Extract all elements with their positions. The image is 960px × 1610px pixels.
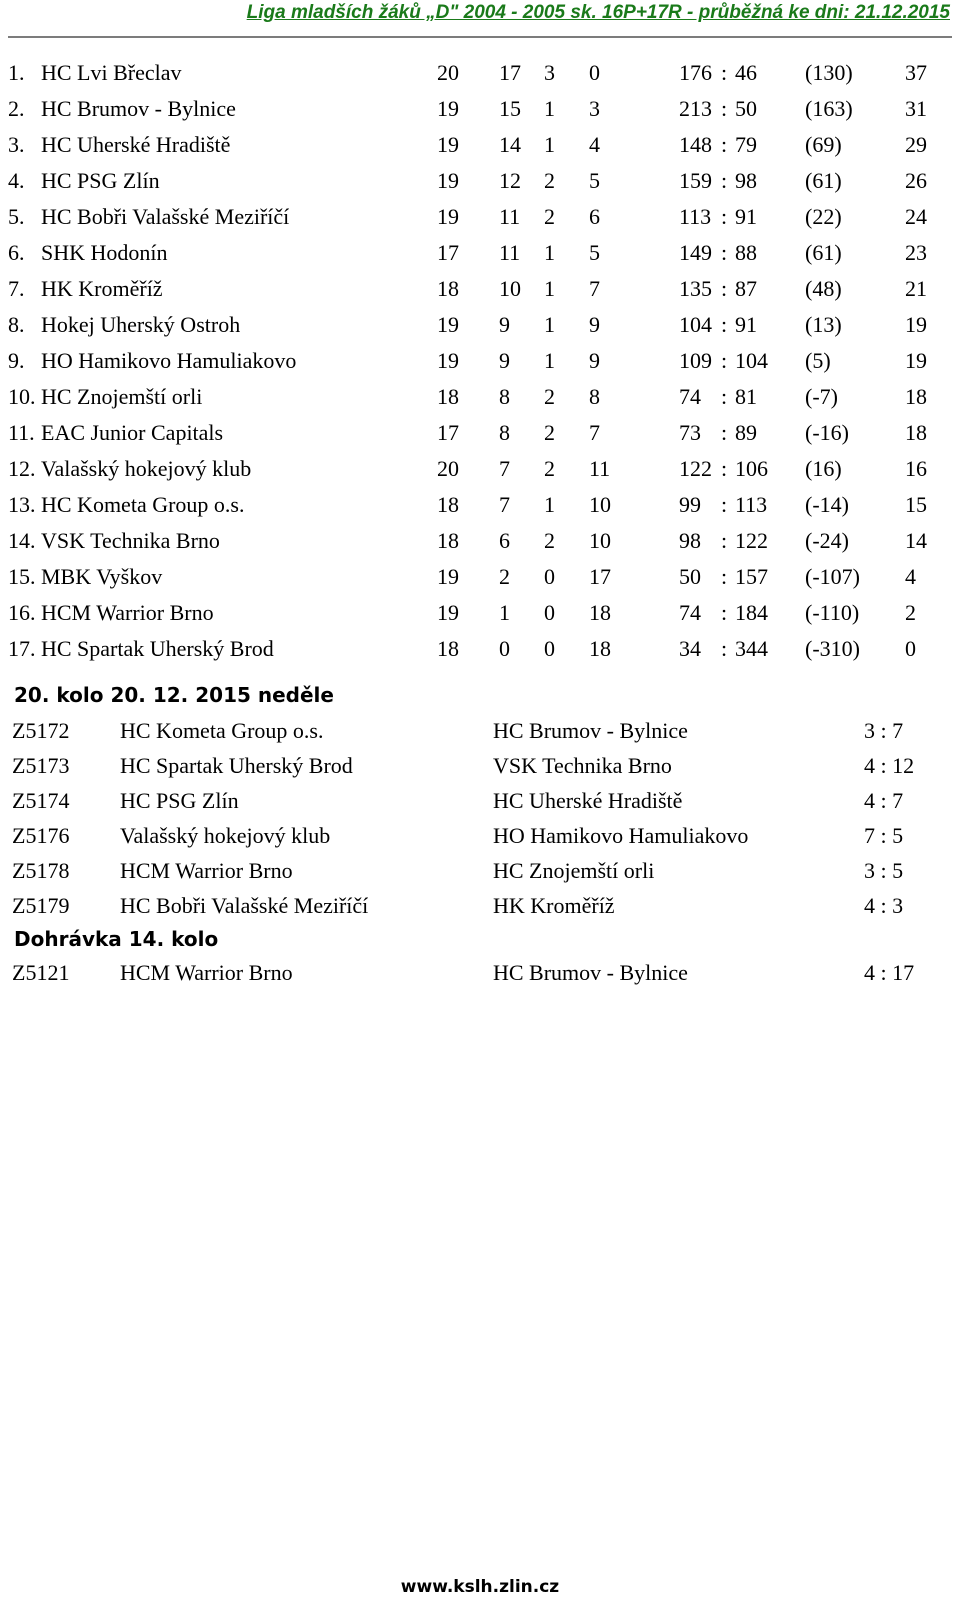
losses-cell: 18 [589,600,611,625]
score-separator: : [721,168,728,193]
losses-cell: 5 [589,240,600,265]
goal-difference-cell: (-24) [805,528,849,553]
match-code: Z5176 [12,823,70,848]
score-separator: : [721,564,728,589]
goals-against-cell: 106 [735,456,768,481]
draws-cell: 2 [544,456,555,481]
games-played-cell: 19 [437,168,459,193]
points-cell: 37 [905,60,927,85]
goals-against-cell: 122 [735,528,768,553]
games-played-cell: 18 [437,636,459,661]
draws-cell: 1 [544,492,555,517]
draws-cell: 1 [544,348,555,373]
goal-difference-cell: (-14) [805,492,849,517]
table-row [0,452,960,488]
wins-cell: 7 [499,456,510,481]
wins-cell: 2 [499,564,510,589]
draws-cell: 2 [544,168,555,193]
wins-cell: 14 [499,132,521,157]
score-separator: : [721,204,728,229]
table-row [0,308,960,344]
goals-against-cell: 344 [735,636,768,661]
goal-difference-cell: (-7) [805,384,838,409]
team-cell: SHK Hodonín [41,240,168,265]
goals-for-cell: 99 [679,492,701,517]
score-separator: : [721,456,728,481]
match-code: Z5179 [12,893,70,918]
losses-cell: 3 [589,96,600,121]
goals-for-cell: 135 [679,276,712,301]
points-cell: 18 [905,420,927,445]
team-cell: HC Lvi Břeclav [41,60,182,85]
wins-cell: 17 [499,60,521,85]
rank-cell: 4. [8,168,25,193]
points-cell: 0 [905,636,916,661]
wins-cell: 6 [499,528,510,553]
away-team: HC Uherské Hradiště [493,788,683,813]
score-separator: : [721,348,728,373]
goal-difference-cell: (5) [805,348,831,373]
home-team: Valašský hokejový klub [120,823,331,848]
team-cell: HC Znojemští orli [41,384,203,409]
goals-against-cell: 89 [735,420,757,445]
team-cell: Valašský hokejový klub [41,456,252,481]
team-cell: HC Bobři Valašské Meziříčí [41,204,290,229]
points-cell: 19 [905,348,927,373]
score-separator: : [721,420,728,445]
games-played-cell: 17 [437,240,459,265]
goals-against-cell: 157 [735,564,768,589]
points-cell: 16 [905,456,927,481]
team-cell: EAC Junior Capitals [41,420,224,445]
draws-cell: 0 [544,636,555,661]
away-team: HK Kroměříž [493,893,615,918]
match-row [0,858,960,892]
home-team: HC Spartak Uherský Brod [120,753,353,778]
goal-difference-cell: (-107) [805,564,860,589]
points-cell: 2 [905,600,916,625]
match-score: 7 : 5 [864,823,904,848]
wins-cell: 12 [499,168,521,193]
team-cell: HC Spartak Uherský Brod [41,636,274,661]
rank-cell: 15. [8,564,36,589]
rank-cell: 1. [8,60,25,85]
draws-cell: 1 [544,96,555,121]
team-cell: HC Uherské Hradiště [41,132,231,157]
goals-for-cell: 176 [679,60,712,85]
goals-for-cell: 104 [679,312,712,337]
draws-cell: 1 [544,276,555,301]
points-cell: 19 [905,312,927,337]
wins-cell: 8 [499,384,510,409]
score-separator: : [721,492,728,517]
games-played-cell: 19 [437,564,459,589]
points-cell: 29 [905,132,927,157]
draws-cell: 0 [544,564,555,589]
losses-cell: 17 [589,564,611,589]
rank-cell: 3. [8,132,25,157]
match-row [0,718,960,752]
games-played-cell: 18 [437,528,459,553]
games-played-cell: 17 [437,420,459,445]
team-cell: VSK Technika Brno [41,528,220,553]
games-played-cell: 18 [437,276,459,301]
goals-for-cell: 148 [679,132,712,157]
rank-cell: 12. [8,456,36,481]
goal-difference-cell: (130) [805,60,853,85]
goal-difference-cell: (163) [805,96,853,121]
goals-against-cell: 87 [735,276,757,301]
table-row [0,56,960,92]
draws-cell: 1 [544,312,555,337]
draws-cell: 1 [544,240,555,265]
score-separator: : [721,384,728,409]
goals-for-cell: 74 [679,600,701,625]
match-row [0,788,960,822]
away-team: HC Znojemští orli [493,858,655,883]
team-cell: HCM Warrior Brno [41,600,214,625]
wins-cell: 9 [499,312,510,337]
goals-for-cell: 74 [679,384,701,409]
wins-cell: 1 [499,600,510,625]
table-row [0,92,960,128]
points-cell: 4 [905,564,916,589]
points-cell: 21 [905,276,927,301]
match-code: Z5173 [12,753,70,778]
makeup-round-heading: Dohrávka 14. kolo [14,927,219,951]
score-separator: : [721,636,728,661]
points-cell: 31 [905,96,927,121]
losses-cell: 10 [589,528,611,553]
rank-cell: 7. [8,276,25,301]
losses-cell: 11 [589,456,611,481]
score-separator: : [721,276,728,301]
rank-cell: 6. [8,240,25,265]
games-played-cell: 19 [437,96,459,121]
goals-against-cell: 79 [735,132,757,157]
wins-cell: 0 [499,636,510,661]
wins-cell: 15 [499,96,521,121]
losses-cell: 6 [589,204,600,229]
goals-for-cell: 98 [679,528,701,553]
rank-cell: 10. [8,384,36,409]
goals-for-cell: 159 [679,168,712,193]
losses-cell: 7 [589,420,600,445]
away-team: VSK Technika Brno [493,753,672,778]
wins-cell: 9 [499,348,510,373]
wins-cell: 11 [499,240,521,265]
goals-against-cell: 46 [735,60,757,85]
table-row [0,272,960,308]
match-score: 4 : 12 [864,753,915,778]
goal-difference-cell: (13) [805,312,842,337]
score-separator: : [721,96,728,121]
goals-for-cell: 213 [679,96,712,121]
goal-difference-cell: (61) [805,168,842,193]
draws-cell: 3 [544,60,555,85]
round-heading: 20. kolo 20. 12. 2015 neděle [14,683,334,707]
rank-cell: 13. [8,492,36,517]
table-row [0,128,960,164]
title-divider [8,36,952,38]
points-cell: 14 [905,528,927,553]
goals-for-cell: 73 [679,420,701,445]
losses-cell: 9 [589,312,600,337]
losses-cell: 10 [589,492,611,517]
wins-cell: 7 [499,492,510,517]
match-row [0,823,960,857]
goals-against-cell: 91 [735,204,757,229]
match-score: 4 : 17 [864,960,915,985]
goals-against-cell: 91 [735,312,757,337]
rank-cell: 16. [8,600,36,625]
losses-cell: 8 [589,384,600,409]
goal-difference-cell: (69) [805,132,842,157]
team-cell: HC PSG Zlín [41,168,160,193]
losses-cell: 4 [589,132,600,157]
losses-cell: 5 [589,168,600,193]
goal-difference-cell: (16) [805,456,842,481]
games-played-cell: 20 [437,456,459,481]
table-row [0,200,960,236]
goals-for-cell: 109 [679,348,712,373]
wins-cell: 8 [499,420,510,445]
goals-for-cell: 149 [679,240,712,265]
table-row [0,416,960,452]
match-score: 3 : 7 [864,718,904,743]
wins-cell: 11 [499,204,521,229]
match-score: 3 : 5 [864,858,904,883]
home-team: HCM Warrior Brno [120,858,293,883]
games-played-cell: 18 [437,384,459,409]
table-row [0,524,960,560]
losses-cell: 9 [589,348,600,373]
footer-url[interactable]: www.kslh.zlin.cz [400,1577,560,1597]
games-played-cell: 19 [437,348,459,373]
table-row [0,488,960,524]
team-cell: HC Kometa Group o.s. [41,492,245,517]
rank-cell: 2. [8,96,25,121]
team-cell: HK Kroměříž [41,276,163,301]
goal-difference-cell: (48) [805,276,842,301]
match-score: 4 : 3 [864,893,904,918]
points-cell: 23 [905,240,927,265]
team-cell: MBK Vyškov [41,564,163,589]
goals-against-cell: 81 [735,384,757,409]
rank-cell: 8. [8,312,25,337]
table-row [0,632,960,668]
goals-for-cell: 34 [679,636,701,661]
table-row [0,164,960,200]
table-row [0,236,960,272]
goals-against-cell: 88 [735,240,757,265]
games-played-cell: 19 [437,600,459,625]
rank-cell: 5. [8,204,25,229]
goals-for-cell: 122 [679,456,712,481]
home-team: HCM Warrior Brno [120,960,293,985]
away-team: HO Hamikovo Hamuliakovo [493,823,749,848]
table-row [0,380,960,416]
score-separator: : [721,600,728,625]
rank-cell: 17. [8,636,36,661]
match-code: Z5121 [12,960,70,985]
match-score: 4 : 7 [864,788,904,813]
goals-against-cell: 104 [735,348,768,373]
points-cell: 26 [905,168,927,193]
goals-against-cell: 184 [735,600,768,625]
standings-table [0,56,960,668]
score-separator: : [721,60,728,85]
draws-cell: 2 [544,384,555,409]
points-cell: 18 [905,384,927,409]
goals-against-cell: 113 [735,492,768,517]
goal-difference-cell: (22) [805,204,842,229]
match-row [0,753,960,787]
points-cell: 15 [905,492,927,517]
match-row [0,893,960,927]
points-cell: 24 [905,204,927,229]
draws-cell: 0 [544,600,555,625]
score-separator: : [721,240,728,265]
goal-difference-cell: (-110) [805,600,860,625]
losses-cell: 18 [589,636,611,661]
home-team: HC PSG Zlín [120,788,239,813]
goal-difference-cell: (-16) [805,420,849,445]
team-cell: HC Brumov - Bylnice [41,96,236,121]
match-code: Z5178 [12,858,70,883]
score-separator: : [721,132,728,157]
match-row [0,960,960,994]
losses-cell: 0 [589,60,600,85]
games-played-cell: 19 [437,204,459,229]
wins-cell: 10 [499,276,521,301]
goals-against-cell: 50 [735,96,757,121]
rank-cell: 14. [8,528,36,553]
losses-cell: 7 [589,276,600,301]
team-cell: HO Hamikovo Hamuliakovo [41,348,297,373]
match-code: Z5172 [12,718,70,743]
table-row [0,596,960,632]
games-played-cell: 19 [437,312,459,337]
team-cell: Hokej Uherský Ostroh [41,312,241,337]
score-separator: : [721,312,728,337]
score-separator: : [721,528,728,553]
games-played-cell: 19 [437,132,459,157]
draws-cell: 2 [544,204,555,229]
goals-against-cell: 98 [735,168,757,193]
rank-cell: 9. [8,348,25,373]
draws-cell: 1 [544,132,555,157]
home-team: HC Kometa Group o.s. [120,718,324,743]
table-row [0,344,960,380]
draws-cell: 2 [544,528,555,553]
goal-difference-cell: (-310) [805,636,860,661]
goal-difference-cell: (61) [805,240,842,265]
games-played-cell: 20 [437,60,459,85]
games-played-cell: 18 [437,492,459,517]
goals-for-cell: 50 [679,564,701,589]
table-row [0,560,960,596]
draws-cell: 2 [544,420,555,445]
rank-cell: 11. [8,420,35,445]
home-team: HC Bobři Valašské Meziříčí [120,893,369,918]
page-title: Liga mladších žáků „D" 2004 - 2005 sk. 16P+17R - průběžná ke dni: 21.12.2015 [246,2,950,23]
goals-for-cell: 113 [679,204,712,229]
match-code: Z5174 [12,788,70,813]
away-team: HC Brumov - Bylnice [493,960,688,985]
away-team: HC Brumov - Bylnice [493,718,688,743]
